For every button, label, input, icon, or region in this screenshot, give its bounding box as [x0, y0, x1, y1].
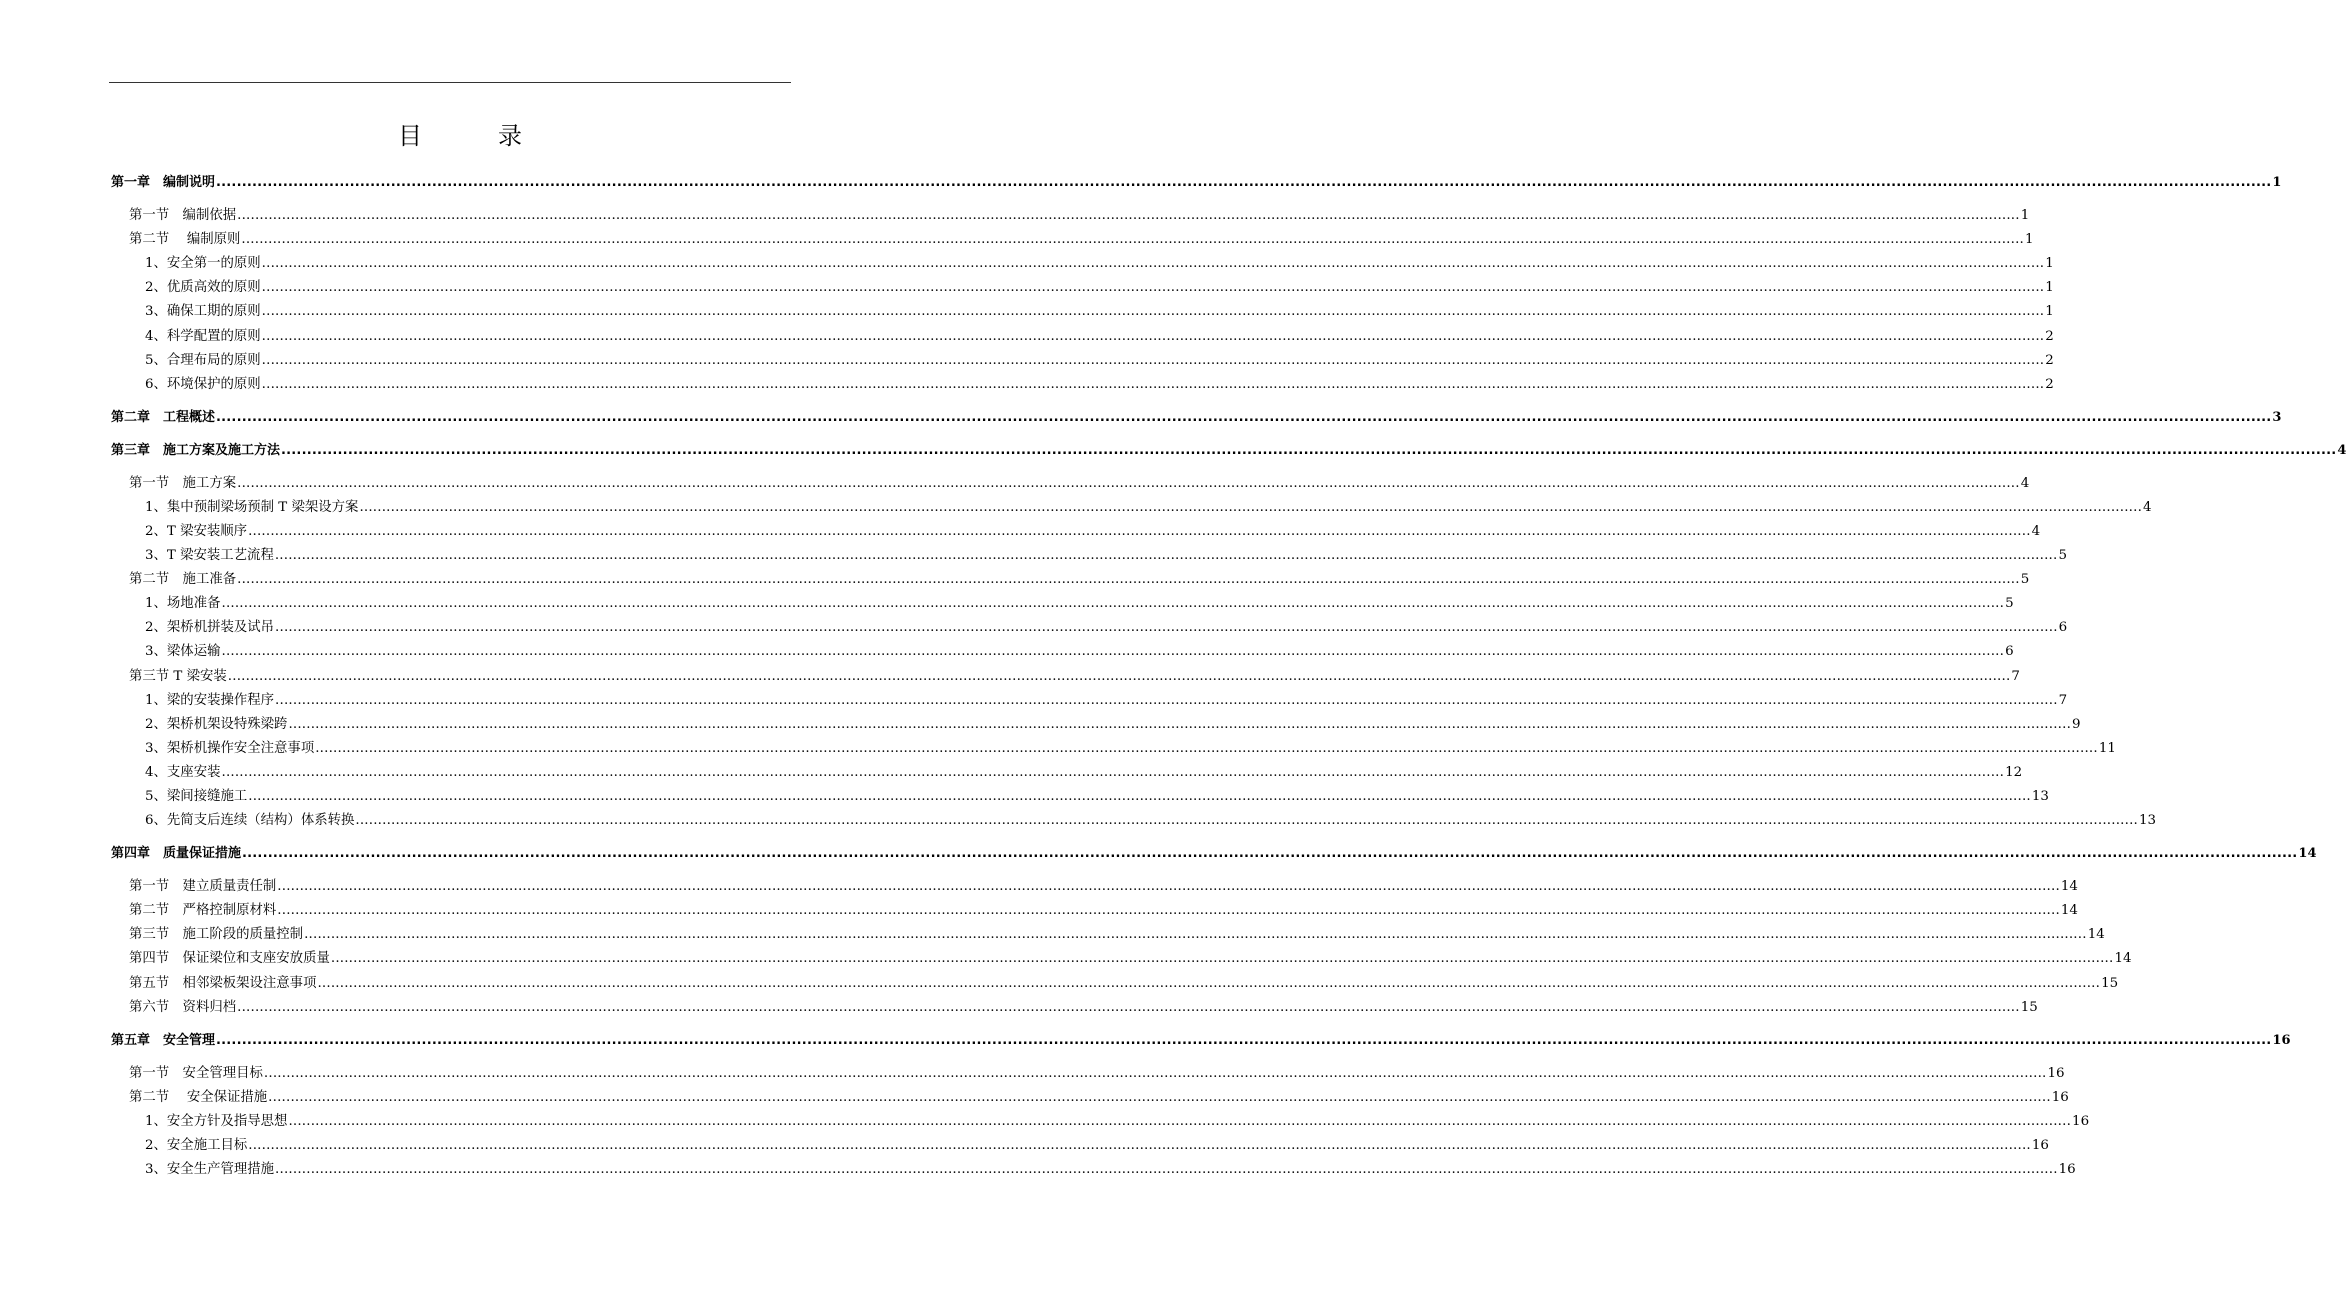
- toc-dot-leader: ................................................................................................................................................................................................................................................................................................................................................................................................................: [237, 999, 2020, 1015]
- toc-section-entry[interactable]: [129, 900, 2078, 922]
- toc-page-number: 4: [2337, 442, 2346, 458]
- toc-entry-label: 第二节 严格控制原材料: [129, 903, 277, 919]
- toc-entry-label: 第一节 施工方案: [129, 475, 237, 491]
- toc-dot-leader: ................................................................................................................................................................................................................................................................................................................................................................................................................: [288, 1113, 2072, 1129]
- toc-entry-label: 第四章 质量保证措施: [111, 846, 242, 862]
- toc-dot-leader: ................................................................................................................................................................................................................................................................................................................................................................................................................: [261, 280, 2045, 296]
- toc-section-entry[interactable]: [129, 876, 2078, 898]
- toc-entry-label: 1、梁的安装操作程序: [145, 692, 275, 708]
- toc-entry-label: 1、安全方针及指导思想: [145, 1113, 288, 1129]
- toc-page-number: 5: [2058, 548, 2067, 563]
- toc-page-number: 15: [2020, 999, 2038, 1015]
- toc-dot-leader: ................................................................................................................................................................................................................................................................................................................................................................................................................: [281, 442, 2337, 458]
- toc-item-entry[interactable]: [145, 617, 2068, 639]
- toc-entry-label: 3、架桥机操作安全注意事项: [145, 740, 315, 756]
- toc-section-entry[interactable]: [129, 229, 2034, 251]
- toc-page-number: 7: [2058, 692, 2068, 708]
- toc-entry-label: 2、架桥机架设特殊梁跨: [145, 716, 288, 732]
- toc-page-number: 14: [2114, 951, 2132, 967]
- toc-dot-leader: ................................................................................................................................................................................................................................................................................................................................................................................................................: [330, 951, 2114, 967]
- toc-entry-label: 第一节 安全管理目标: [129, 1065, 263, 1081]
- toc-chapter-entry[interactable]: [111, 843, 2317, 865]
- toc-entry-label: 第五节 相邻梁板架设注意事项: [129, 975, 317, 991]
- toc-entry-label: 第一节 编制依据: [129, 208, 237, 223]
- toc-entry-label: 第一章 编制说明: [111, 175, 216, 190]
- toc-entry-label: 第五章 安全管理: [111, 1032, 216, 1048]
- toc-item-entry[interactable]: [145, 714, 2081, 736]
- toc-page-number: 9: [2072, 716, 2081, 732]
- toc-dot-leader: ................................................................................................................................................................................................................................................................................................................................................................................................................: [359, 499, 2143, 515]
- toc-dot-leader: ................................................................................................................................................................................................................................................................................................................................................................................................................: [275, 1162, 2058, 1177]
- toc-page-number: 16: [2272, 1032, 2291, 1048]
- toc-entry-label: 2、架桥机拼装及试吊: [145, 620, 275, 636]
- toc-page-number: 16: [2072, 1113, 2090, 1129]
- toc-page-number: 14: [2060, 903, 2078, 919]
- toc-entry-label: 第三节 施工阶段的质量控制: [129, 927, 304, 943]
- toc-dot-leader: ................................................................................................................................................................................................................................................................................................................................................................................................................: [221, 764, 2005, 780]
- toc-entry-label: 3、梁体运输: [145, 644, 221, 660]
- toc-page-number: 16: [2051, 1089, 2069, 1105]
- toc-item-entry[interactable]: [145, 350, 2054, 372]
- toc-page-number: 4: [2143, 499, 2152, 515]
- toc-section-entry[interactable]: [129, 666, 2020, 688]
- toc-dot-leader: ................................................................................................................................................................................................................................................................................................................................................................................................................: [248, 1137, 2031, 1153]
- toc-page-number: 5: [2020, 572, 2030, 588]
- toc-entry-label: 第六节 资料归档: [129, 999, 237, 1015]
- toc-entry-label: 5、梁间接缝施工: [145, 789, 248, 804]
- toc-entry-label: 第一节 建立质量责任制: [129, 879, 277, 895]
- toc-item-entry[interactable]: [145, 762, 2023, 784]
- toc-chapter-entry[interactable]: [111, 440, 2346, 462]
- toc-chapter-entry[interactable]: [111, 172, 2282, 194]
- toc-dot-leader: ................................................................................................................................................................................................................................................................................................................................................................................................................: [261, 328, 2045, 344]
- toc-entry-label: 第二节 施工准备: [129, 572, 237, 588]
- toc-page-number: 14: [2060, 879, 2078, 895]
- toc-section-entry[interactable]: [129, 997, 2038, 1019]
- toc-page-number: 13: [2031, 789, 2049, 804]
- toc-dot-leader: ................................................................................................................................................................................................................................................................................................................................................................................................................: [261, 304, 2045, 320]
- toc-item-entry[interactable]: [145, 545, 2067, 567]
- toc-entry-label: 6、环境保护的原则: [145, 376, 261, 392]
- toc-entry-label: 3、T 梁安装工艺流程: [145, 548, 274, 563]
- toc-entry-label: 4、支座安装: [145, 764, 221, 780]
- toc-item-entry[interactable]: [145, 497, 2152, 519]
- toc-dot-leader: ................................................................................................................................................................................................................................................................................................................................................................................................................: [221, 596, 2005, 612]
- toc-page-number: 2: [2045, 328, 2054, 344]
- toc-page-number: 1: [2020, 208, 2030, 223]
- toc-dot-leader: ................................................................................................................................................................................................................................................................................................................................................................................................................: [248, 523, 2031, 539]
- toc-section-entry[interactable]: [129, 973, 2119, 995]
- toc-dot-leader: ................................................................................................................................................................................................................................................................................................................................................................................................................: [275, 692, 2058, 708]
- toc-dot-leader: ................................................................................................................................................................................................................................................................................................................................................................................................................: [237, 475, 2020, 491]
- toc-entry-label: 第二章 工程概述: [111, 409, 216, 425]
- toc-entry-label: 1、安全第一的原则: [145, 256, 261, 272]
- toc-dot-leader: ................................................................................................................................................................................................................................................................................................................................................................................................................: [274, 548, 2058, 563]
- toc-page-number: 16: [2058, 1162, 2076, 1177]
- toc-dot-leader: ................................................................................................................................................................................................................................................................................................................................................................................................................: [317, 975, 2101, 991]
- toc-item-entry[interactable]: [145, 521, 2041, 543]
- toc-entry-label: 第二节 编制原则: [129, 232, 241, 248]
- toc-dot-leader: ................................................................................................................................................................................................................................................................................................................................................................................................................: [277, 879, 2060, 895]
- toc-section-entry[interactable]: [129, 924, 2105, 946]
- toc-entry-label: 第二节 安全保证措施: [129, 1089, 268, 1105]
- toc-page-number: 4: [2031, 523, 2041, 539]
- toc-dot-leader: ................................................................................................................................................................................................................................................................................................................................................................................................................: [242, 846, 2298, 862]
- toc-entry-label: 2、T 梁安装顺序: [145, 523, 248, 539]
- toc-item-entry[interactable]: [145, 786, 2049, 808]
- toc-dot-leader: ................................................................................................................................................................................................................................................................................................................................................................................................................: [216, 1032, 2272, 1048]
- toc-page-number: 1: [2045, 280, 2054, 296]
- toc-entry-label: 3、确保工期的原则: [145, 304, 261, 320]
- toc-page-number: 14: [2298, 846, 2317, 862]
- toc-page-number: 4: [2020, 475, 2030, 491]
- toc-item-entry[interactable]: [145, 326, 2054, 348]
- toc-page-number: 12: [2005, 764, 2023, 780]
- toc-page-number: 6: [2058, 620, 2068, 636]
- toc-page-number: 3: [2272, 409, 2282, 425]
- toc-dot-leader: ................................................................................................................................................................................................................................................................................................................................................................................................................: [248, 789, 2031, 804]
- toc-entry-label: 2、优质高效的原则: [145, 280, 261, 296]
- toc-dot-leader: ................................................................................................................................................................................................................................................................................................................................................................................................................: [216, 409, 2272, 425]
- toc-section-entry[interactable]: [129, 1087, 2069, 1109]
- toc-item-entry[interactable]: [145, 690, 2068, 712]
- toc-page-number: 1: [2045, 256, 2054, 272]
- toc-page-number: 2: [2045, 376, 2054, 392]
- toc-item-entry[interactable]: [145, 253, 2054, 275]
- toc-page-number: 16: [2031, 1137, 2049, 1153]
- toc-dot-leader: ................................................................................................................................................................................................................................................................................................................................................................................................................: [237, 572, 2020, 588]
- toc-entry-label: 3、安全生产管理措施: [145, 1162, 275, 1177]
- page-title: 目 录: [398, 122, 548, 150]
- toc-section-entry[interactable]: [129, 1063, 2065, 1085]
- toc-item-entry[interactable]: [145, 593, 2014, 615]
- toc-dot-leader: ................................................................................................................................................................................................................................................................................................................................................................................................................: [227, 668, 2011, 684]
- toc-dot-leader: ................................................................................................................................................................................................................................................................................................................................................................................................................: [261, 352, 2045, 368]
- toc-section-entry[interactable]: [129, 948, 2132, 970]
- toc-dot-leader: ................................................................................................................................................................................................................................................................................................................................................................................................................: [355, 813, 2138, 829]
- toc-dot-leader: ................................................................................................................................................................................................................................................................................................................................................................................................................: [268, 1089, 2051, 1105]
- toc-entry-label: 第三章 施工方案及施工方法: [111, 442, 281, 458]
- toc-item-entry[interactable]: [145, 810, 2157, 832]
- toc-chapter-entry[interactable]: [111, 407, 2282, 429]
- toc-dot-leader: ................................................................................................................................................................................................................................................................................................................................................................................................................: [315, 740, 2098, 756]
- toc-dot-leader: ................................................................................................................................................................................................................................................................................................................................................................................................................: [261, 376, 2045, 392]
- toc-dot-leader: ................................................................................................................................................................................................................................................................................................................................................................................................................: [277, 903, 2060, 919]
- toc-item-entry[interactable]: [145, 738, 2116, 760]
- toc-section-entry[interactable]: [129, 205, 2030, 227]
- toc-page-number: 1: [2272, 175, 2282, 190]
- toc-page-number: 6: [2005, 644, 2014, 660]
- toc-entry-label: 2、安全施工目标: [145, 1137, 248, 1153]
- toc-page-number: 1: [2025, 232, 2034, 248]
- toc-dot-leader: ................................................................................................................................................................................................................................................................................................................................................................................................................: [263, 1065, 2047, 1081]
- toc-item-entry[interactable]: [145, 1159, 2076, 1181]
- toc-dot-leader: ................................................................................................................................................................................................................................................................................................................................................................................................................: [288, 716, 2072, 732]
- toc-dot-leader: ................................................................................................................................................................................................................................................................................................................................................................................................................: [216, 175, 2272, 190]
- toc-entry-label: 1、场地准备: [145, 596, 221, 612]
- toc-entry-label: 6、先简支后连续（结构）体系转换: [145, 813, 355, 829]
- toc-dot-leader: ................................................................................................................................................................................................................................................................................................................................................................................................................: [221, 644, 2005, 660]
- toc-page-number: 11: [2098, 740, 2116, 756]
- toc-page-number: 14: [2087, 927, 2105, 943]
- toc-dot-leader: ................................................................................................................................................................................................................................................................................................................................................................................................................: [237, 208, 2020, 223]
- toc-page-number: 1: [2045, 304, 2054, 320]
- toc-item-entry[interactable]: [145, 1135, 2049, 1157]
- toc-item-entry[interactable]: [145, 641, 2014, 663]
- toc-item-entry[interactable]: [145, 301, 2054, 323]
- toc-dot-leader: ................................................................................................................................................................................................................................................................................................................................................................................................................: [304, 927, 2087, 943]
- toc-entry-label: 第四节 保证梁位和支座安放质量: [129, 951, 330, 967]
- toc-dot-leader: ................................................................................................................................................................................................................................................................................................................................................................................................................: [241, 232, 2024, 248]
- toc-dot-leader: ................................................................................................................................................................................................................................................................................................................................................................................................................: [261, 256, 2045, 272]
- toc-item-entry[interactable]: [145, 374, 2054, 396]
- toc-entry-label: 1、集中预制梁场预制 T 梁架设方案: [145, 499, 359, 515]
- toc-entry-label: 第三节 T 梁安装: [129, 668, 227, 684]
- toc-page-number: 13: [2139, 813, 2157, 829]
- toc-dot-leader: ................................................................................................................................................................................................................................................................................................................................................................................................................: [275, 620, 2058, 636]
- toc-item-entry[interactable]: [145, 1111, 2090, 1133]
- toc-entry-label: 5、合理布局的原则: [145, 352, 261, 368]
- toc-page-number: 15: [2101, 975, 2119, 991]
- toc-page-number: 7: [2011, 668, 2020, 684]
- toc-section-entry[interactable]: [129, 473, 2030, 495]
- toc-page-number: 2: [2045, 352, 2054, 368]
- toc-section-entry[interactable]: [129, 569, 2030, 591]
- toc-chapter-entry[interactable]: [111, 1030, 2291, 1052]
- toc-entry-label: 4、科学配置的原则: [145, 328, 261, 344]
- toc-page-number: 16: [2047, 1065, 2065, 1081]
- toc-item-entry[interactable]: [145, 277, 2054, 299]
- toc-page-number: 5: [2005, 596, 2014, 612]
